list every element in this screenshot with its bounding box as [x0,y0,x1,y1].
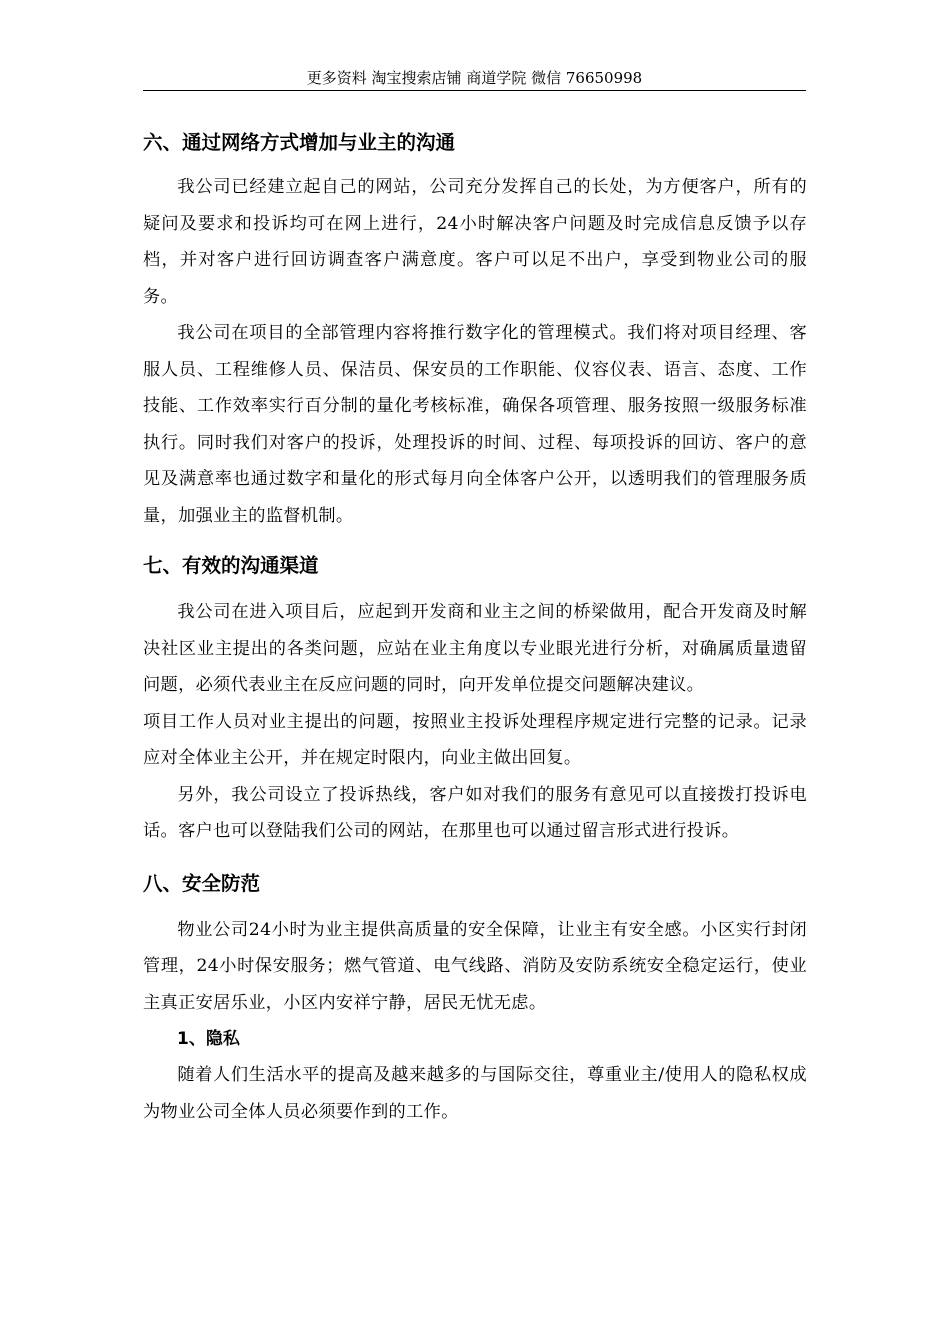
section-heading-network-communication: 六、通过网络方式增加与业主的沟通 [143,131,456,154]
paragraph: 我公司在进入项目后，应起到开发商和业主之间的桥梁做用，配合开发商及时解决社区业主提出的各类问题，应站在业主角度以专业眼光进行分析，对确属质量遗留问题，必须代表业主在反应问题的同时，向开发单位提交问题解决建议。 [143,602,807,695]
document-body [143,118,807,1130]
paragraph: 项目工作人员对业主提出的问题，按照业主投诉处理程序规定进行完整的记录。记录应对全体业主公开，并在规定时限内，向业主做出回复。 [143,711,807,768]
page-header: 更多资料 淘宝搜索店铺 商道学院 微信 76650998 [143,66,806,91]
subsection-heading-privacy: 1、隐私 [177,1029,240,1049]
paragraph: 我公司已经建立起自己的网站，公司充分发挥自己的长处，为方便客户，所有的疑问及要求和投诉均可在网上进行，24小时解决客户问题及时完成信息反馈予以存档，并对客户进行回访调查客户满意度。客户可以足不出户，享受到物业公司的服务。 [143,177,807,307]
paragraph: 随着人们生活水平的提高及越来越多的与国际交往，尊重业主/使用人的隐私权成为物业公司全体人员必须要作到的工作。 [143,1065,807,1122]
paragraph: 我公司在项目的全部管理内容将推行数字化的管理模式。我们将对项目经理、客服人员、工程维修人员、保洁员、保安员的工作职能、仪容仪表、语言、态度、工作技能、工作效率实行百分制的量化考核标准，确保各项管理、服务按照一级服务标准执行。同时我们对客户的投诉，处理投诉的时间、过程、每项投诉的回访、客户的意见及满意率也通过数字和量化的形式每月向全体客户公开，以透明我们的管理服务质量，加强业主的监督机制。 [143,323,807,526]
paragraph: 物业公司24小时为业主提供高质量的安全保障，让业主有安全感。小区实行封闭管理，24小时保安服务；燃气管道、电气线路、消防及安防系统安全稳定运行，使业主真正安居乐业，小区内安祥宁静，居民无忧无虑。 [143,919,807,1013]
paragraph: 另外，我公司设立了投诉热线，客户如对我们的服务有意见可以直接拨打投诉电话。客户也可以登陆我们公司的网站，在那里也可以通过留言形式进行投诉。 [143,784,807,841]
section-heading-security: 八、安全防范 [143,871,261,895]
section-heading-communication-channels: 七、有效的沟通渠道 [143,554,319,577]
